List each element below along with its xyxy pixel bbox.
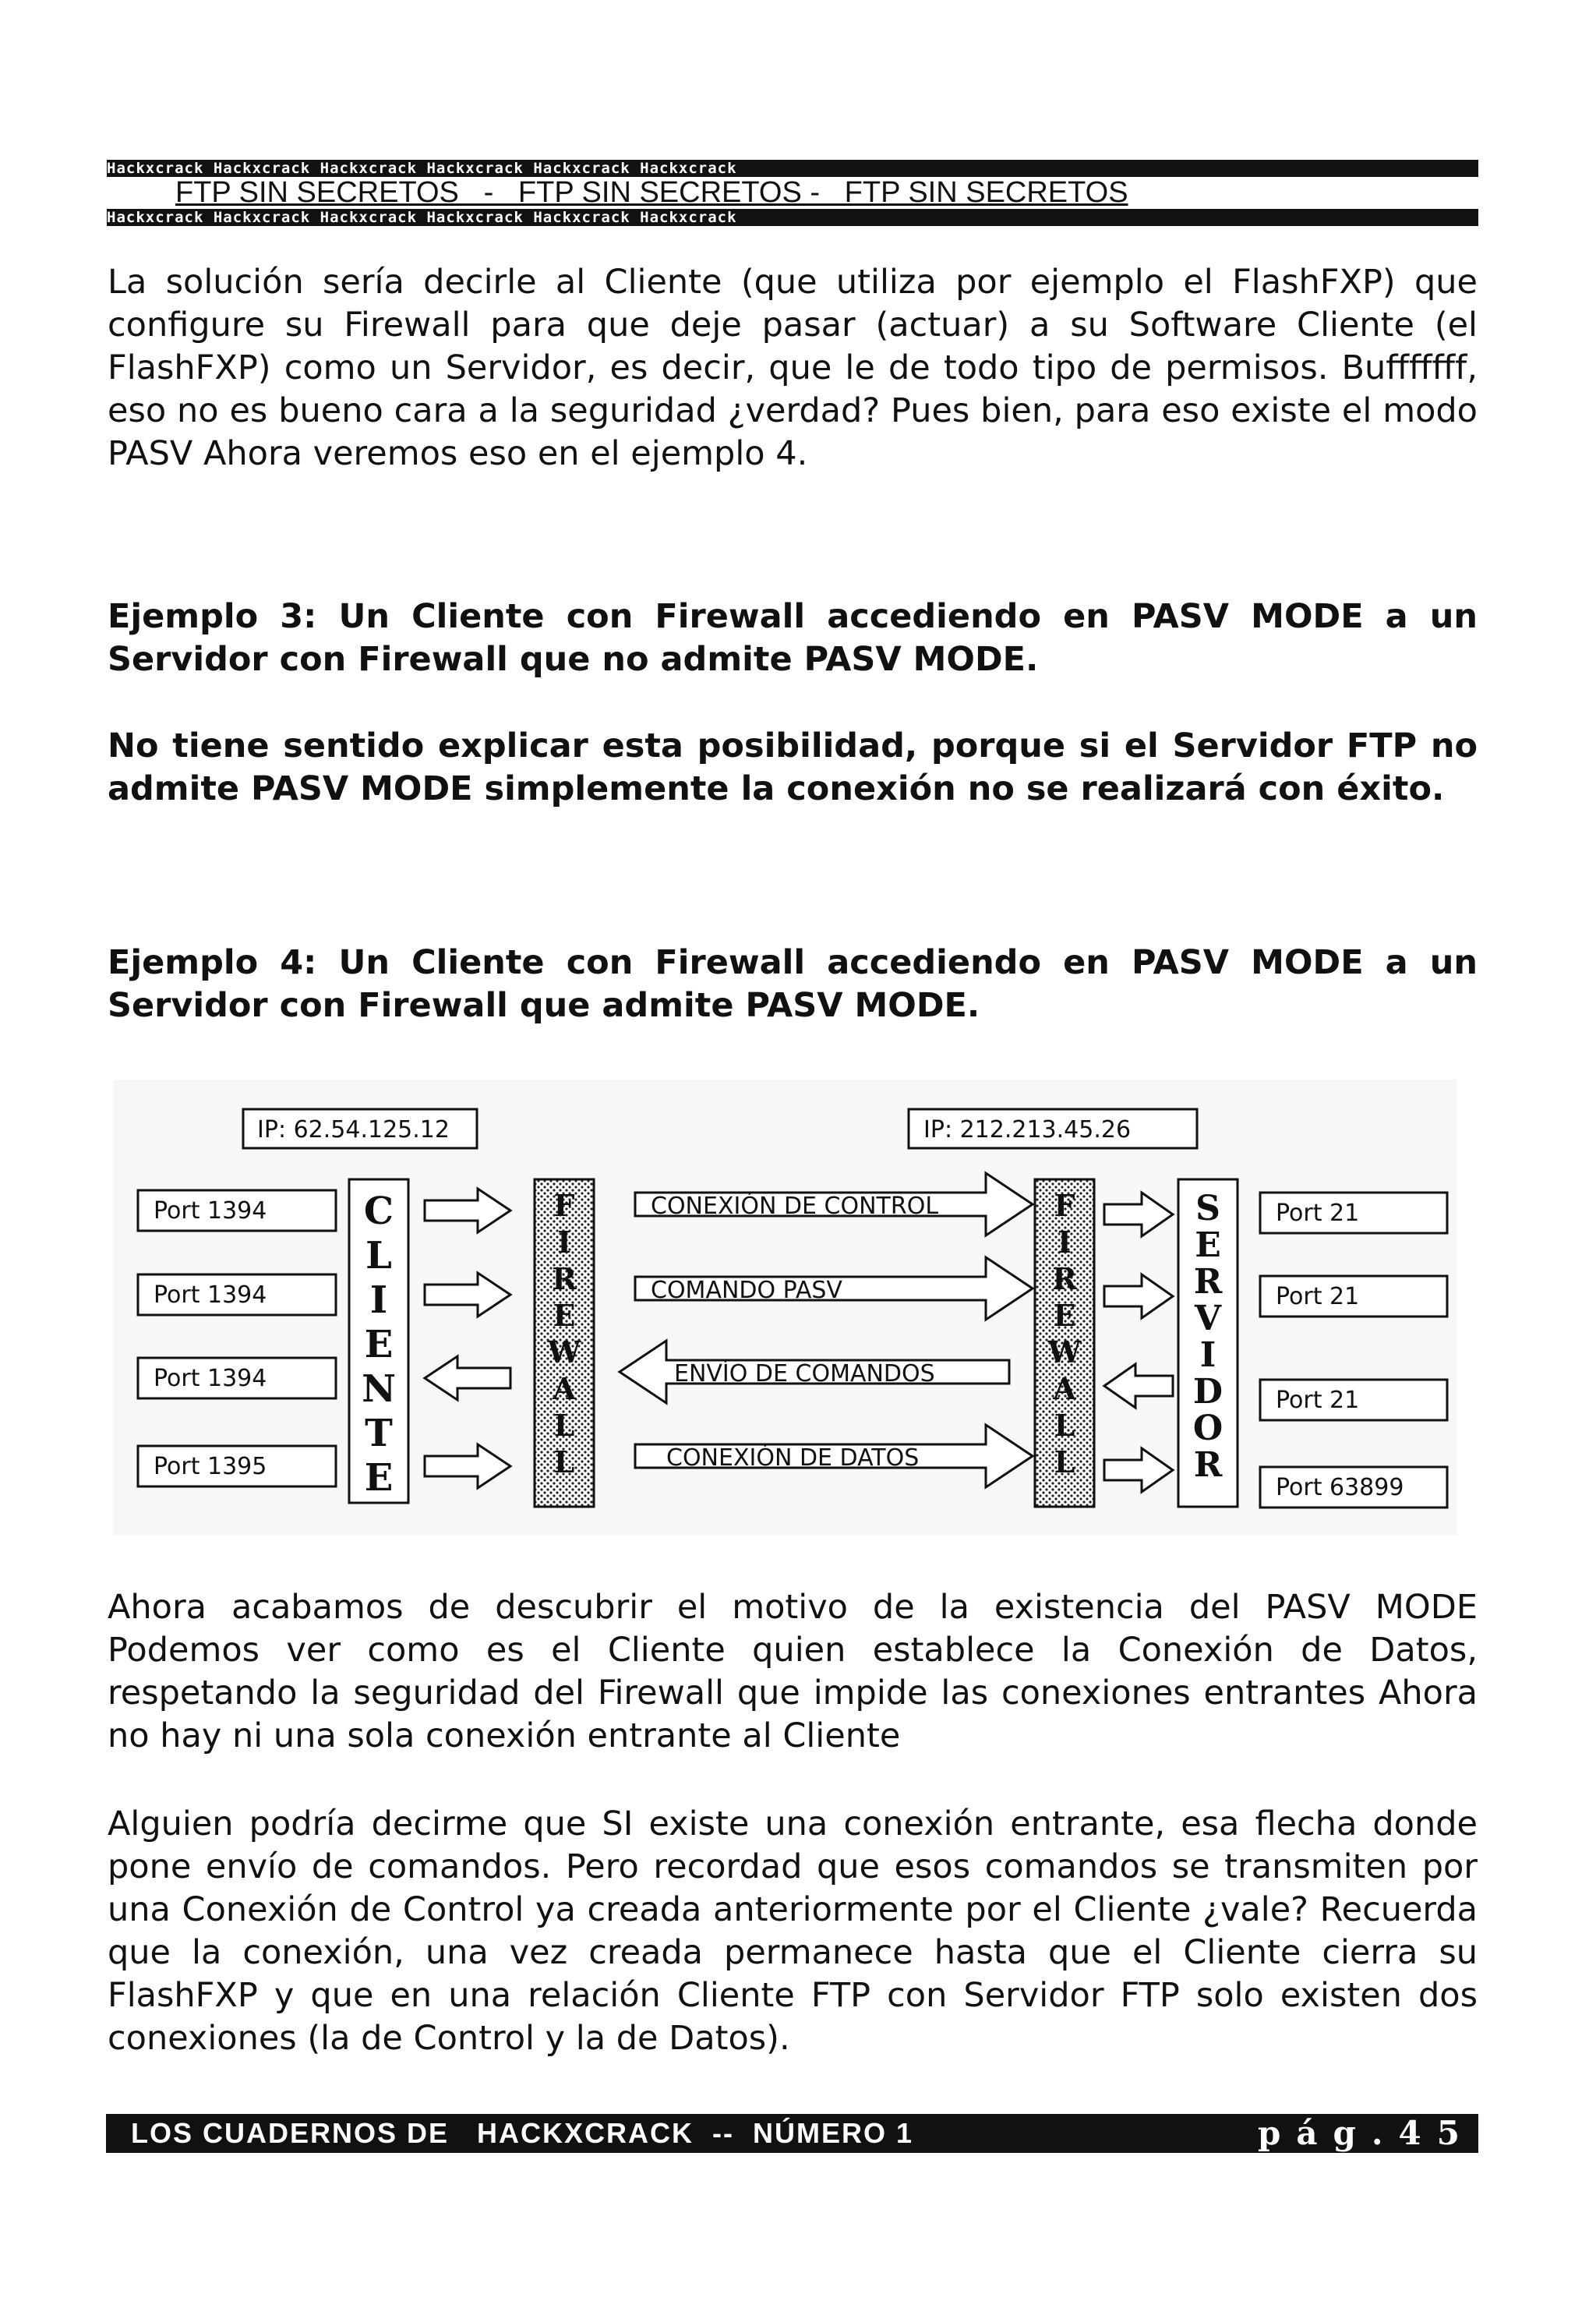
- client-port-1: Port 1394: [154, 1197, 267, 1225]
- arrow-left-icon: [425, 1356, 510, 1400]
- arrow-right-icon: [425, 1444, 510, 1488]
- vertical-letter: F: [553, 1188, 575, 1223]
- server-port-1: Port 21: [1276, 1200, 1360, 1227]
- vertical-letter: R: [1052, 1261, 1077, 1296]
- client-port-4: Port 1395: [154, 1453, 267, 1480]
- vertical-letter: I: [1199, 1335, 1216, 1375]
- vertical-letter: A: [553, 1371, 576, 1406]
- vertical-letter: T: [365, 1412, 393, 1455]
- client-vertical-label: [362, 1189, 396, 1500]
- page-number: pág.45: [1257, 2114, 1475, 2152]
- header-stripe-bottom: Hackxcrack Hackxcrack Hackxcrack Hackxcrack Hackxcrack Hackxcrack: [107, 209, 1478, 226]
- vertical-letter: C: [363, 1189, 394, 1233]
- flow-label-pasv: COMANDO PASV: [651, 1277, 842, 1304]
- client-ip-label: IP: 62.54.125.12: [257, 1116, 450, 1143]
- vertical-letter: A: [1053, 1371, 1076, 1406]
- page-footer: [106, 2114, 1478, 2153]
- arrow-right-icon: [425, 1273, 510, 1317]
- vertical-letter: L: [1054, 1444, 1075, 1479]
- vertical-letter: R: [1193, 1262, 1223, 1302]
- heading-ejemplo-3: Ejemplo 3: Un Cliente con Firewall accediendo en PASV MODE a un Servidor con Firewall que no admite PASV MODE.: [108, 597, 1478, 679]
- ftp-diagram: [113, 1080, 1457, 1536]
- vertical-letter: R: [552, 1261, 577, 1296]
- page-header: [107, 160, 1478, 226]
- client-port-3: Port 1394: [154, 1365, 267, 1392]
- vertical-letter: W: [1047, 1334, 1082, 1370]
- arrow-right-icon: [1104, 1274, 1173, 1318]
- flow-label-control: CONEXIÓN DE CONTROL: [651, 1193, 939, 1220]
- vertical-letter: L: [1054, 1408, 1075, 1443]
- arrow-right-icon: [425, 1189, 510, 1232]
- paragraph-1: La solución sería decirle al Cliente (que utiliza por ejemplo el FlashFXP) que configure su Firewall para que deje pasar (actuar) a su Software Cliente (el FlashFXP) como un Servidor, es decir, que le de todo tipo de permisos. Bufffffff, eso no es bueno cara a la seguridad ¿verdad? Pues bien, para eso existe el modo PASV Ahora veremos eso en el ejemplo 4.: [108, 263, 1478, 473]
- vertical-letter: I: [1058, 1225, 1072, 1260]
- heading-ejemplo-4: Ejemplo 4: Un Cliente con Firewall accediendo en PASV MODE a un Servidor con Firewall que admite PASV MODE.: [108, 943, 1478, 1025]
- paragraph-4: Alguien podría decirme que SI existe una conexión entrante, esa flecha donde pone envío de comandos. Pero recordad que esos comandos se transmiten por una Conexión de Control ya creada anteriormente por el Cliente ¿vale? Recuerda que la conexión, una vez creada permanece hasta que el Cliente cierra su FlashFXP y que en una relación Cliente FTP con Servidor FTP solo existen dos conexiones (la de Control y la de Datos).: [108, 1804, 1478, 2058]
- client-ip-box: [243, 1109, 477, 1148]
- vertical-letter: E: [1053, 1298, 1076, 1333]
- vertical-letter: L: [365, 1234, 392, 1278]
- vertical-letter: E: [1195, 1225, 1221, 1265]
- server-ip-label: IP: 212.213.45.26: [923, 1116, 1132, 1143]
- footer-publication: LOS CUADERNOS DE HACKXCRACK -- NÚMERO 1: [131, 2117, 914, 2149]
- vertical-letter: O: [1192, 1409, 1223, 1448]
- vertical-letter: F: [1054, 1188, 1075, 1223]
- client-port-2: Port 1394: [154, 1281, 267, 1309]
- vertical-letter: S: [1195, 1189, 1220, 1228]
- flow-label-datos: CONEXIÓN DE DATOS: [666, 1444, 920, 1472]
- arrow-left-icon: [1104, 1364, 1173, 1408]
- header-stripe-top: Hackxcrack Hackxcrack Hackxcrack Hackxcrack Hackxcrack Hackxcrack: [107, 160, 1478, 177]
- server-port-3: Port 21: [1276, 1387, 1360, 1414]
- vertical-letter: E: [364, 1456, 394, 1500]
- vertical-letter: I: [557, 1225, 571, 1260]
- vertical-letter: I: [369, 1278, 388, 1322]
- paragraph-3: Ahora acabamos de descubrir el motivo de la existencia del PASV MODE Podemos ver como es el Cliente quien establece la Conexión de Datos, respetando la seguridad del Firewall que impide las conexiones entrantes Ahora no hay ni una sola conexión entrante al Cliente: [108, 1588, 1478, 1755]
- vertical-letter: L: [553, 1408, 575, 1443]
- vertical-letter: R: [1193, 1445, 1223, 1485]
- vertical-letter: N: [362, 1367, 396, 1411]
- arrow-right-icon: [1104, 1448, 1173, 1492]
- vertical-letter: E: [553, 1298, 576, 1333]
- header-title: FTP SIN SECRETOS - FTP SIN SECRETOS - FTP SIN SECRETOS: [175, 176, 1128, 209]
- vertical-letter: D: [1192, 1372, 1223, 1412]
- vertical-letter: V: [1194, 1299, 1222, 1338]
- server-ip-box: [909, 1109, 1197, 1148]
- vertical-letter: E: [364, 1323, 394, 1366]
- server-port-4: Port 63899: [1276, 1474, 1404, 1501]
- vertical-letter: W: [547, 1334, 581, 1370]
- flow-label-comandos: ENVÍO DE COMANDOS: [674, 1360, 935, 1387]
- server-port-2: Port 21: [1276, 1283, 1360, 1310]
- vertical-letter: L: [553, 1444, 575, 1479]
- server-vertical-label: [1193, 1189, 1223, 1485]
- arrow-right-icon: [1104, 1193, 1173, 1236]
- paragraph-2: No tiene sentido explicar esta posibilidad, porque si el Servidor FTP no admite PASV MODE simplemente la conexión no se realizará con éxito.: [108, 726, 1478, 808]
